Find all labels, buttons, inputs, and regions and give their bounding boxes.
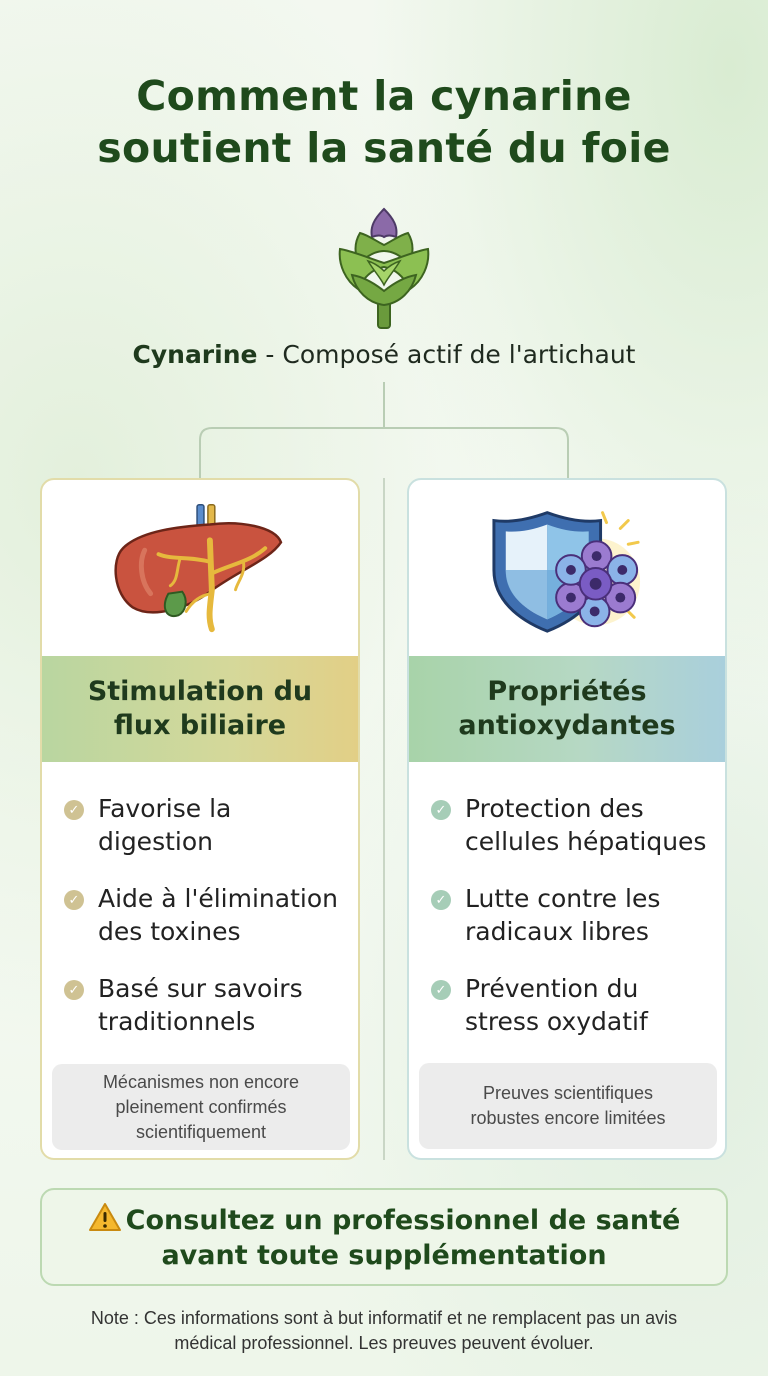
warning-line-1: Consultez un professionnel de santé — [125, 1204, 681, 1236]
list-item — [64, 792, 354, 858]
title-line-2: soutient la santé du foie — [97, 124, 671, 172]
subtitle — [0, 340, 768, 369]
check-icon: ✓ — [64, 890, 84, 910]
note-line: pleinement confirmés — [115, 1096, 287, 1117]
card-antioxidant — [407, 478, 727, 1160]
bullet-line: Favorise la — [98, 794, 232, 823]
check-icon: ✓ — [431, 980, 451, 1000]
bullet-line: cellules hépatiques — [465, 827, 707, 856]
bullet-list — [431, 792, 721, 1062]
note-line: Mécanismes non encore — [102, 1071, 300, 1092]
check-icon: ✓ — [431, 890, 451, 910]
card-title-line-2: flux biliaire — [113, 710, 287, 741]
shield-cells-icon — [409, 490, 725, 640]
bullet-line: Protection des — [465, 794, 644, 823]
card-title-line-1: Propriétés — [487, 676, 647, 707]
warning-icon — [88, 1202, 122, 1232]
page-title — [0, 70, 768, 174]
artichoke-icon — [330, 205, 438, 330]
bullet-line: stress oxydatif — [465, 1007, 648, 1036]
subtitle-compound: Cynarine — [132, 340, 258, 369]
consult-warning — [40, 1188, 728, 1286]
list-item — [431, 972, 721, 1038]
bullet-line: digestion — [98, 827, 213, 856]
bullet-list — [64, 792, 354, 1062]
card-title — [409, 656, 725, 762]
bullet-line: Prévention du — [465, 974, 639, 1003]
title-line-1: Comment la cynarine — [136, 72, 632, 120]
check-icon: ✓ — [64, 800, 84, 820]
list-item — [64, 972, 354, 1038]
liver-icon — [42, 490, 358, 640]
caveat-note — [52, 1064, 350, 1150]
card-title-line-1: Stimulation du — [87, 676, 313, 707]
list-item — [431, 792, 721, 858]
disclaimer-note — [30, 1306, 738, 1356]
bullet-line: Lutte contre les — [465, 884, 661, 913]
bullet-line: radicaux libres — [465, 917, 649, 946]
caveat-note — [419, 1063, 717, 1149]
list-item — [64, 882, 354, 948]
bullet-line: des toxines — [98, 917, 241, 946]
bullet-line: Aide à l'élimination — [98, 884, 338, 913]
card-title — [42, 656, 358, 762]
subtitle-description: - Composé actif de l'artichaut — [257, 340, 636, 369]
warning-line-2: avant toute supplémentation — [161, 1239, 607, 1271]
footnote-line-1: Note : Ces informations sont à but informatif et ne remplacent pas un avis — [90, 1308, 678, 1328]
bullet-line: traditionnels — [98, 1007, 256, 1036]
bullet-line: Basé sur savoirs — [98, 974, 303, 1003]
card-bile-flow — [40, 478, 360, 1160]
note-line: robustes encore limitées — [470, 1108, 666, 1128]
card-title-line-2: antioxydantes — [458, 710, 676, 741]
check-icon: ✓ — [431, 800, 451, 820]
note-line: scientifiquement — [135, 1121, 267, 1142]
footnote-line-2: médical professionnel. Les preuves peuvent évoluer. — [174, 1333, 594, 1353]
check-icon: ✓ — [64, 980, 84, 1000]
list-item — [431, 882, 721, 948]
note-line: Preuves scientifiques — [482, 1083, 654, 1103]
